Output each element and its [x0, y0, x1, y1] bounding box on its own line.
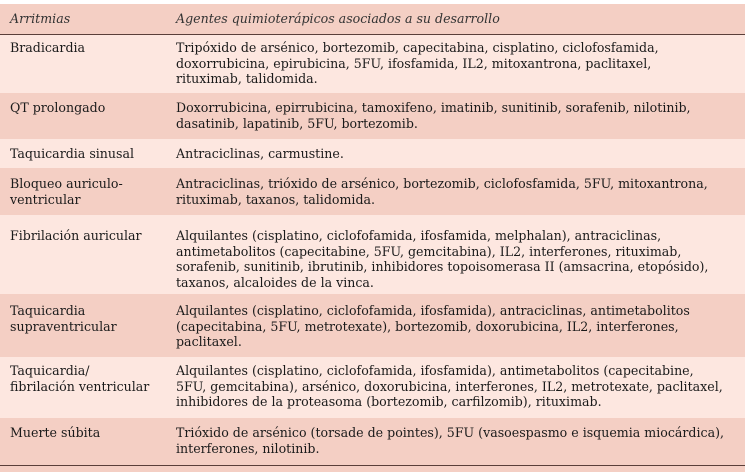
table-row [0, 215, 745, 294]
table-row [0, 35, 745, 93]
row-agents: Tripóxido de arsénico, bortezomib, capecitabina, cisplatino, ciclofosfamida, doxorrubicina, epirubicina, 5FU, ifosfamida, IL2, mitoxantrona, paclitaxel, rituximab, talidomida. [176, 40, 659, 86]
row-agents: Antraciclinas, carmustine. [176, 146, 344, 161]
row-arrhythmia: Bradicardia [10, 40, 86, 55]
header-arrhythmias: Arritmias [10, 11, 71, 26]
row-agents: Alquilantes (cisplatino, ciclofofamida, ifosfamida), antraciclinas, antimetabolitos (capecitabina, 5FU, metrotexate), bortezomib, doxorubicina, IL2, interferones, paclitaxel. [176, 303, 690, 349]
row-arrhythmia: QT prolongado [10, 100, 106, 115]
row-agents: Trióxido de arsénico (torsade de pointes), 5FU (vasoespasmo e isquemia miocárdica), interferones, nilotinib. [176, 425, 724, 456]
row-arrhythmia: Bloqueo auriculo- ventricular [10, 176, 123, 207]
table-row [0, 294, 745, 357]
header-agents: Agentes quimioterápicos asociados a su desarrollo [176, 11, 500, 26]
table-row [0, 357, 745, 418]
table-header [0, 4, 745, 34]
row-arrhythmia: Fibrilación auricular [10, 228, 142, 243]
row-agents: Antraciclinas, trióxido de arsénico, bortezomib, ciclofosfamida, 5FU, mitoxantrona, rituximab, taxanos, talidomida. [176, 176, 708, 207]
row-agents: Doxorrubicina, epirrubicina, tamoxifeno, imatinib, sunitinib, sorafenib, nilotinib, dasatinib, lapatinib, 5FU, bortezomib. [176, 100, 691, 131]
table-row [0, 139, 745, 168]
table-row [0, 93, 745, 139]
bottom-rule [0, 465, 745, 466]
row-agents: Alquilantes (cisplatino, ciclofofamida, ifosfamida, melphalan), antraciclinas, antimetabolitos (capecitabine, 5FU, gemcitabina), IL2, interferones, rituximab, sorafenib, sunitinib, ibrutinib, inhibidores topoisomerasa II (amsacrina, etopósido), taxanos, alcaloides de la vinca. [176, 228, 709, 290]
row-arrhythmia: Taquicardia/ fibrilación ventricular [10, 363, 150, 394]
row-arrhythmia: Taquicardia sinusal [10, 146, 135, 161]
row-arrhythmia: Muerte súbita [10, 425, 101, 440]
table-row [0, 168, 745, 215]
row-agents: Alquilantes (cisplatino, ciclofofamida, ifosfamida), antimetabolitos (capecitabine, 5FU, gemcitabina), arsénico, doxorubicina, interferones, IL2, metrotexate, paclitaxel, inhibidores de la proteasoma (bortezomib, carfilzomib), rituximab. [176, 363, 723, 409]
table-row [0, 418, 745, 465]
row-arrhythmia: Taquicardia supraventricular [10, 303, 117, 334]
